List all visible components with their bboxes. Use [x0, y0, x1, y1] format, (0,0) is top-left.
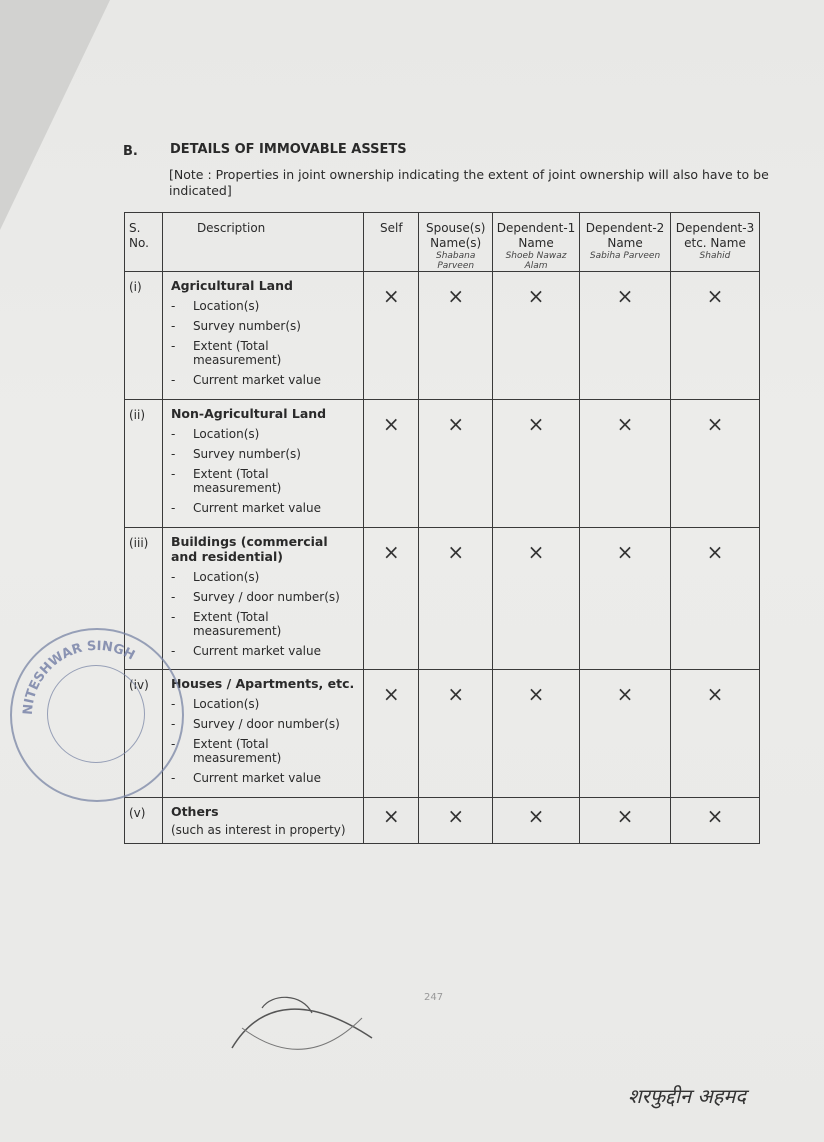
column-header-sno: S. No.	[125, 213, 163, 272]
row-category-title: Others	[170, 804, 219, 819]
cell-spouse	[419, 528, 492, 670]
cell-dependent-3	[670, 400, 759, 528]
notary-seal	[10, 628, 184, 802]
officer-signature-stamp	[222, 988, 382, 1068]
cell-dependent-1	[492, 670, 579, 798]
cross-mark: ×	[382, 540, 400, 564]
handwritten-dependent-2-name: Sabiha Parveen	[589, 251, 661, 261]
cross-mark: ×	[616, 412, 634, 436]
column-header-dependent-1	[492, 213, 579, 272]
row-item: - Current market value	[170, 373, 321, 387]
cross-mark: ×	[382, 412, 400, 436]
section-note: [Note : Properties in joint ownership indicating the extent of joint ownership will also have to be indicated]	[169, 167, 769, 198]
table-row	[125, 400, 760, 528]
row-category-title: Houses / Apartments, etc.	[170, 676, 355, 691]
cell-spouse	[419, 272, 492, 400]
row-description	[162, 798, 363, 844]
row-category-title: Buildings (commercial and residential)	[170, 534, 328, 564]
row-number: (iii)	[125, 528, 163, 670]
cell-dependent-2	[580, 528, 671, 670]
cross-mark: ×	[527, 540, 545, 564]
row-item: - Extent (Total measurement)	[170, 467, 282, 495]
handwritten-signature: शरफुद्दीन अहमद	[628, 1084, 746, 1108]
row-category-title: Agricultural Land	[170, 278, 293, 293]
table-header-row	[125, 213, 760, 272]
cell-dependent-3	[670, 272, 759, 400]
column-header-dependent-3-label: Dependent-3 etc. Name	[675, 221, 755, 250]
row-item: - Extent (Total measurement)	[170, 339, 282, 367]
cross-mark: ×	[527, 804, 545, 828]
cell-dependent-3	[670, 528, 759, 670]
cross-mark: ×	[382, 804, 400, 828]
row-item: - Current market value	[170, 501, 321, 515]
cell-spouse	[419, 400, 492, 528]
row-item: - Extent (Total measurement)	[170, 737, 282, 765]
cell-self	[364, 528, 419, 670]
cross-mark: ×	[706, 682, 724, 706]
column-header-dependent-2	[580, 213, 671, 272]
section-title: DETAILS OF IMMOVABLE ASSETS	[170, 142, 407, 157]
row-item: - Location(s)	[170, 299, 260, 313]
cross-mark: ×	[616, 540, 634, 564]
row-item: (such as interest in property)	[170, 823, 346, 837]
cross-mark: ×	[706, 284, 724, 308]
table-row	[125, 670, 760, 798]
cross-mark: ×	[616, 804, 634, 828]
cross-mark: ×	[706, 804, 724, 828]
cross-mark: ×	[447, 284, 465, 308]
column-header-spouse	[419, 213, 492, 272]
cell-dependent-3	[670, 670, 759, 798]
cross-mark: ×	[447, 412, 465, 436]
row-item: - Location(s)	[170, 427, 260, 441]
cell-self	[364, 272, 419, 400]
svg-text:NITESHWAR SINGH	[21, 639, 137, 716]
cell-self	[364, 798, 419, 844]
cell-self	[364, 400, 419, 528]
row-description	[162, 528, 363, 670]
row-item: - Extent (Total measurement)	[170, 610, 282, 638]
seal-name: NITESHWAR SINGH	[20, 638, 138, 716]
row-item: - Location(s)	[170, 570, 260, 584]
row-number: (iv)	[125, 670, 163, 798]
cross-mark: ×	[447, 540, 465, 564]
column-header-spouse-label: Spouse(s) Name(s)	[425, 221, 486, 250]
section-number: B.	[123, 144, 138, 159]
row-item: - Survey / door number(s)	[170, 717, 340, 731]
cell-spouse	[419, 670, 492, 798]
cell-dependent-1	[492, 528, 579, 670]
column-header-dependent-1-label: Dependent-1 Name	[496, 221, 576, 250]
row-item: - Location(s)	[170, 697, 260, 711]
row-number: (i)	[125, 272, 163, 400]
row-item: - Survey number(s)	[170, 319, 301, 333]
table-row	[125, 798, 760, 844]
row-item: - Survey number(s)	[170, 447, 301, 461]
cross-mark: ×	[706, 540, 724, 564]
cell-dependent-2	[580, 798, 671, 844]
cell-dependent-2	[580, 272, 671, 400]
column-header-description: Description	[162, 213, 363, 272]
cross-mark: ×	[527, 412, 545, 436]
cell-dependent-1	[492, 400, 579, 528]
cell-self	[364, 670, 419, 798]
row-number: (v)	[125, 798, 163, 844]
handwritten-dependent-3-name: Shahid	[699, 251, 731, 261]
folded-corner	[0, 0, 110, 230]
handwritten-spouse-name: Shabana Parveen	[436, 251, 476, 271]
cross-mark: ×	[382, 284, 400, 308]
cross-mark: ×	[616, 682, 634, 706]
row-item: - Current market value	[170, 771, 321, 785]
row-description	[162, 670, 363, 798]
cell-dependent-3	[670, 798, 759, 844]
column-header-dependent-3	[670, 213, 759, 272]
table-row	[125, 528, 760, 670]
cross-mark: ×	[447, 682, 465, 706]
cell-dependent-2	[580, 670, 671, 798]
row-description	[162, 272, 363, 400]
handwritten-dependent-1-name: Shoeb Nawaz Alam	[505, 251, 567, 271]
cross-mark: ×	[616, 284, 634, 308]
row-item: - Current market value	[170, 644, 321, 658]
cell-dependent-2	[580, 400, 671, 528]
table-row	[125, 272, 760, 400]
cross-mark: ×	[447, 804, 465, 828]
cell-dependent-1	[492, 272, 579, 400]
cross-mark: ×	[706, 412, 724, 436]
cell-dependent-1	[492, 798, 579, 844]
row-number: (ii)	[125, 400, 163, 528]
immovable-assets-table	[124, 212, 760, 844]
cell-spouse	[419, 798, 492, 844]
page-number: 247	[424, 992, 444, 1003]
column-header-dependent-2-label: Dependent-2 Name	[585, 221, 665, 250]
row-category-title: Non-Agricultural Land	[170, 406, 327, 421]
cross-mark: ×	[527, 284, 545, 308]
cross-mark: ×	[382, 682, 400, 706]
cross-mark: ×	[527, 682, 545, 706]
row-item: - Survey / door number(s)	[170, 590, 340, 604]
column-header-self: Self	[364, 213, 419, 272]
row-description	[162, 400, 363, 528]
